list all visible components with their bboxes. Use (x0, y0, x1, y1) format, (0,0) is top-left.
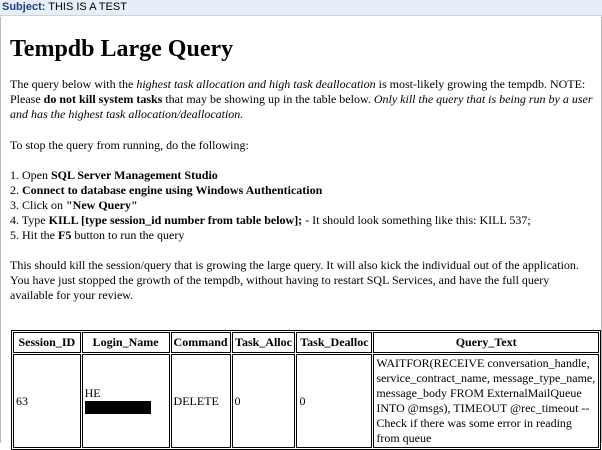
subject-value: THIS IS A TEST (48, 1, 127, 13)
step-5-text: 5. Hit the (10, 228, 58, 242)
header-login-name: Login_Name (82, 332, 170, 353)
header-command: Command (171, 332, 231, 353)
step-2-text: 2. (10, 183, 22, 197)
step-1 (10, 168, 595, 183)
email-body-frame (0, 17, 602, 443)
step-4-bold: KILL [type session_id number from table below]; (48, 213, 303, 227)
step-3 (10, 198, 595, 213)
step-4-text-2: - It should look something like this: KILL 537; (302, 213, 531, 227)
intro-warning-bold: do not kill system tasks (43, 92, 163, 106)
step-5-bold: F5 (58, 228, 72, 242)
header-task-dealloc: Task_Dealloc (296, 332, 372, 353)
cell-login-name (82, 354, 170, 448)
session-table (11, 330, 601, 450)
result-line-2: You have just stopped the growth of the tempdb, without having to restart SQL Services, and have the full query available for your review. (10, 273, 550, 302)
result-line-1: This should kill the session/query that is growing the large query. It will also kick the individual out of the application. (10, 258, 579, 272)
email-subject-bar (0, 0, 602, 16)
step-2-bold: Connect to database engine using Windows Authentication (22, 183, 323, 197)
step-3-text: 3. Click on (10, 198, 66, 212)
login-name-visible: HE (84, 386, 101, 400)
step-5 (10, 228, 595, 243)
step-4-text: 4. Type (10, 213, 49, 227)
steps-list (10, 168, 595, 243)
redaction-bar (85, 401, 151, 414)
page-title: Tempdb Large Query (10, 36, 234, 62)
intro-emphasis-1: highest task allocation and high task deallocation (136, 77, 376, 91)
table-header-row (13, 332, 599, 353)
step-3-bold: "New Query" (66, 198, 138, 212)
step-2 (10, 183, 595, 198)
cell-command: DELETE (171, 354, 231, 448)
step-1-text: 1. Open (10, 168, 51, 182)
subject-label: Subject: (2, 1, 46, 13)
intro-text-1: The query below with the (10, 77, 137, 91)
cell-task-alloc: 0 (232, 354, 296, 448)
table-row (13, 354, 599, 448)
cell-query-text: WAITFOR(RECEIVE conversation_handle, service_contract_name, message_type_name, message_body FROM ExternalMailQueue INTO @msgs), TIMEOUT @rec_timeout -- Check if there was some error in reading from queue (373, 354, 599, 448)
header-task-alloc: Task_Alloc (232, 332, 296, 353)
intro-text-2: is most-likely growing the tempdb. NOTE: Please (10, 77, 586, 106)
intro-paragraph (10, 77, 595, 122)
step-1-bold: SQL Server Management Studio (51, 168, 218, 182)
step-4 (10, 213, 595, 228)
intro-text-3: that may be showing up in the table below. (162, 92, 374, 106)
email-body (10, 35, 595, 303)
header-query-text: Query_Text (373, 332, 599, 353)
header-session-id: Session_ID (13, 332, 81, 353)
cell-session-id: 63 (13, 354, 81, 448)
result-paragraph (10, 258, 595, 303)
intro-emphasis-2: Only kill the query that is being run by a user and has the highest task allocation/deallocation. (10, 92, 593, 121)
instructions-intro: To stop the query from running, do the following: (10, 138, 249, 152)
cell-task-dealloc: 0 (296, 354, 372, 448)
step-5-text-2: button to run the query (71, 228, 185, 242)
